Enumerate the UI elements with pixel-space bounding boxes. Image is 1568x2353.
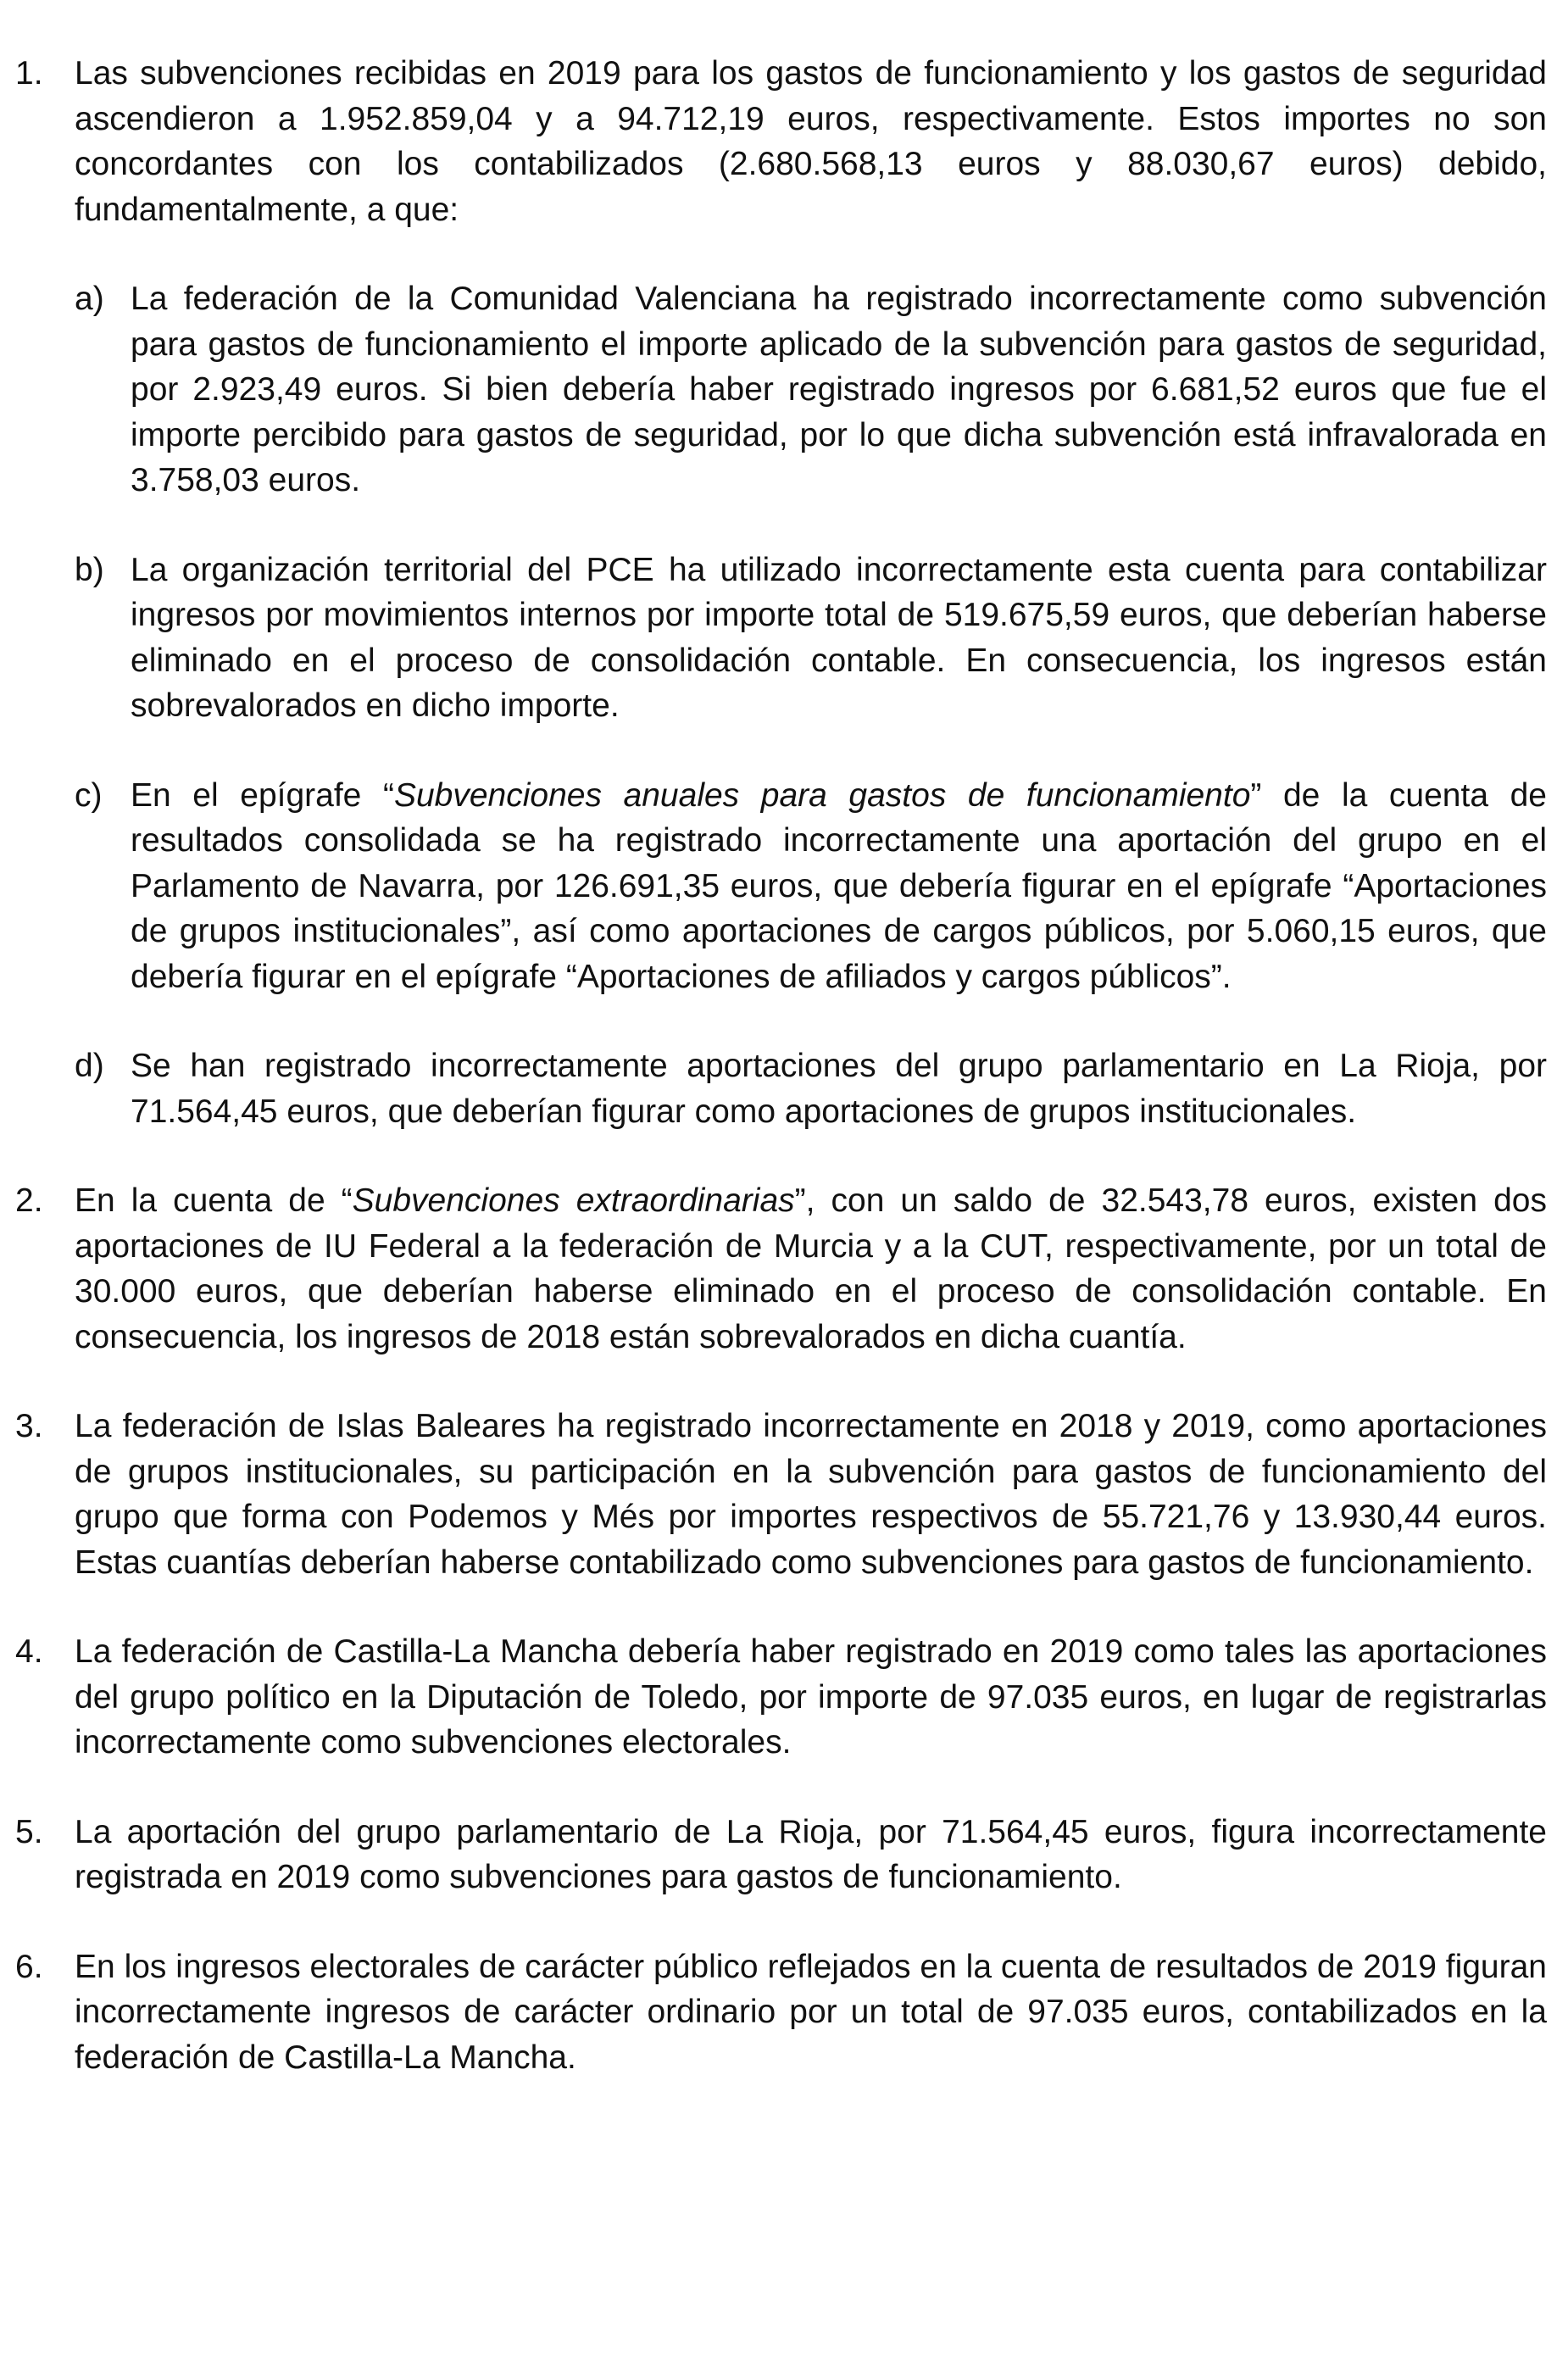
list-item-5 xyxy=(0,1810,1547,1900)
sub-item-text: La organización territorial del PCE ha utilizado incorrectamente esta cuenta para contabilizar ingresos por movimientos internos por importe total de 519.675,59 euros, que deberían haberse eliminado en el proceso de consolidación contable. En consecuencia, los ingresos están sobrevalorados en dicho importe. xyxy=(131,551,1547,724)
italic-run: Subvenciones anuales para gastos de funcionamiento xyxy=(393,776,1251,814)
sub-item-letter: b) xyxy=(75,551,104,588)
list-item-3 xyxy=(0,1404,1547,1585)
sub-item-a xyxy=(75,276,1547,503)
sub-item-letter: d) xyxy=(75,1048,104,1084)
item-text: Las subvenciones recibidas en 2019 para los gastos de funcionamiento y los gastos de seguridad ascendieron a 1.952.859,04 y a 94.712,19 euros, respectivamente. Estos importes no son concordantes con los contabilizados (2.680.568,13 euros y 88.030,67 euros) debido, fundamentalmente, a que: xyxy=(75,55,1547,228)
item-text: La federación de Islas Baleares ha registrado incorrectamente en 2018 y 2019, como aportaciones de grupos institucionales, su participación en la subvención para gastos de funcionamiento del grupo que forma con Podemos y Més por importes respectivos de 55.721,76 y 13.930,44 euros. Estas cuantías deberían haberse contabilizado como subvenciones para gastos de funcionamiento. xyxy=(75,1408,1547,1581)
item-number: 2. xyxy=(15,1182,43,1219)
item-text: En los ingresos electorales de carácter público reflejados en la cuenta de resultados de 2019 figuran incorrectamente ingresos de carácter ordinario por un total de 97.035 euros, contabilizados en la federación de Castilla-La Mancha. xyxy=(75,1948,1547,2076)
item-number: 5. xyxy=(15,1813,43,1850)
italic-run: Subvenciones extraordinarias xyxy=(352,1182,795,1219)
sub-item-c xyxy=(75,773,1547,1000)
sub-item-text: Se han registrado incorrectamente aportaciones del grupo parlamentario en La Rioja, por 71.564,45 euros, que deberían figurar como aportaciones de grupos institucionales. xyxy=(131,1048,1547,1130)
list-item-1 xyxy=(0,51,1547,1134)
sub-item-letter: c) xyxy=(75,776,103,814)
item-number: 1. xyxy=(15,55,43,92)
sub-item-text xyxy=(131,773,1547,1000)
item-number: 4. xyxy=(15,1633,43,1670)
item-text xyxy=(75,1178,1547,1360)
item-body xyxy=(75,51,1547,1134)
item-body xyxy=(75,1629,1547,1766)
item-body xyxy=(75,1810,1547,1900)
text-run: ” de la cuenta de resultados consolidada se ha registrado incorrectamente una aportación del grupo en el Parlamento de Navarra, por 126.691,35 euros, que debería figurar en el epígrafe “Aportaciones de grupos institucionales”, así como aportaciones de cargos públicos, por 5.060,15 euros, que debería figurar en el epígrafe “Aportaciones de afiliados y cargos públicos”. xyxy=(131,776,1547,995)
text-run: En el epígrafe “ xyxy=(131,776,394,814)
list-item-4 xyxy=(0,1629,1547,1766)
list-item-6 xyxy=(0,1944,1547,2081)
sub-item-text: La federación de la Comunidad Valenciana ha registrado incorrectamente como subvención para gastos de funcionamiento el importe aplicado de la subvención para gastos de seguridad, por 2.923,49 euros. Si bien debería haber registrado ingresos por 6.681,52 euros que fue el importe percibido para gastos de seguridad, por lo que dicha subvención está infravalorada en 3.758,03 euros. xyxy=(131,281,1547,498)
text-run: ”, con un saldo de 32.543,78 euros, existen dos aportaciones de IU Federal a la federación de Murcia y a la CUT, respectivamente, por un total de 30.000 euros, que deberían haberse eliminado en el proceso de consolidación contable. En consecuencia, los ingresos de 2018 están sobrevalorados en dicha cuantía. xyxy=(75,1182,1547,1355)
item-body xyxy=(75,1178,1547,1360)
item-body xyxy=(75,1404,1547,1585)
item-number: 3. xyxy=(15,1408,43,1444)
sub-item-b xyxy=(75,548,1547,729)
text-run: En la cuenta de “ xyxy=(75,1182,353,1219)
sub-item-letter: a) xyxy=(75,281,104,317)
item-text: La aportación del grupo parlamentario de La Rioja, por 71.564,45 euros, figura incorrectamente registrada en 2019 como subvenciones para gastos de funcionamiento. xyxy=(75,1813,1547,1895)
item-text: La federación de Castilla-La Mancha debería haber registrado en 2019 como tales las aportaciones del grupo político en la Diputación de Toledo, por importe de 97.035 euros, en lugar de registrarlas incorrectamente como subvenciones electorales. xyxy=(75,1633,1547,1761)
item-number: 6. xyxy=(15,1948,43,1985)
sub-item-d xyxy=(75,1043,1547,1134)
list-item-2 xyxy=(0,1178,1547,1360)
item-body xyxy=(75,1944,1547,2081)
